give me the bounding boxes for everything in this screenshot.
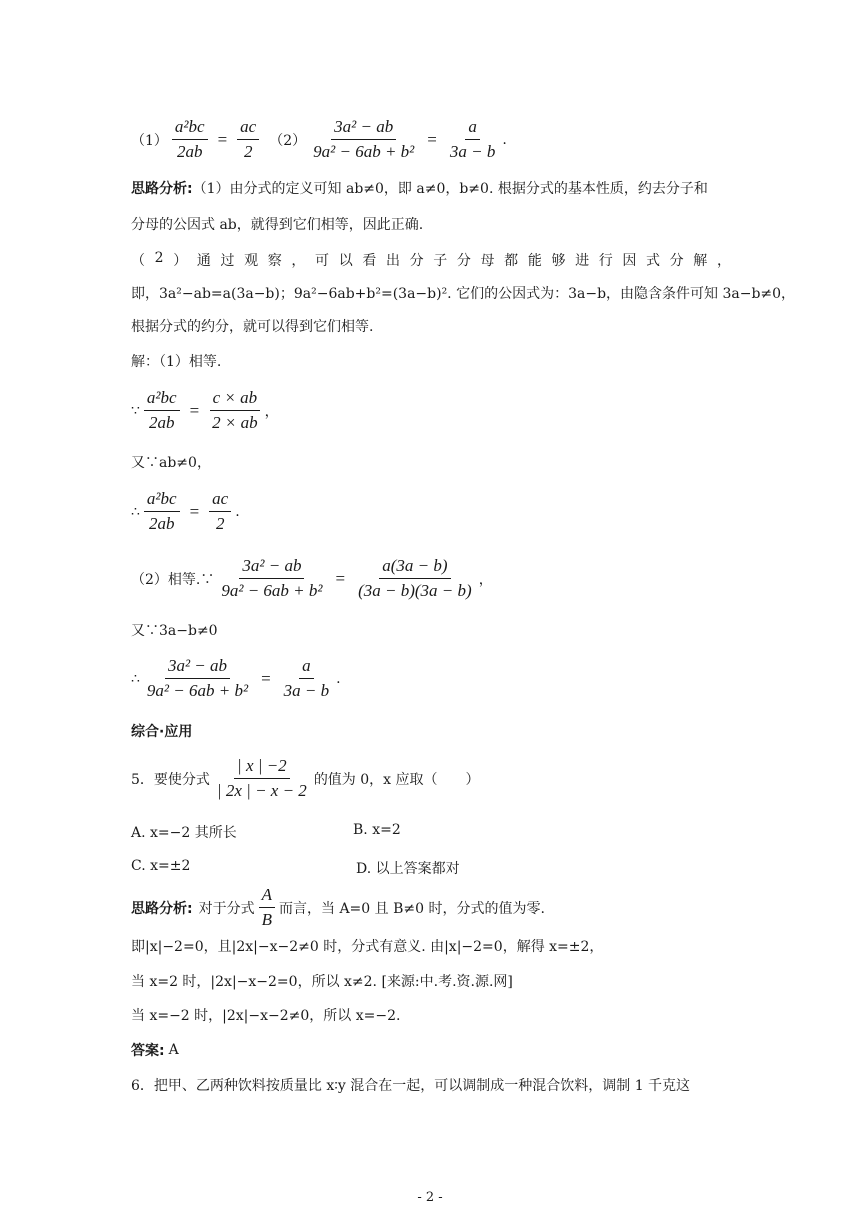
fraction: $\frac{\text{3a² − ab}}{\text{9a² − 6ab + b²}}$	[313, 117, 415, 161]
spread-char: 式	[646, 253, 661, 269]
question-5: 5．要使分式 $\frac{| x | -2}{| 2x | - x - 2}$ 的值为 0，x 应取（ ）	[131, 756, 480, 800]
analysis-line-4: 根据分式的约分，就可以得到它们相等.	[131, 319, 374, 335]
analysis-5-line-4: 当 x=−2 时，|2x|−x−2≠0，所以 x=−2.	[131, 1008, 401, 1024]
spread-char: 分	[409, 253, 424, 269]
spread-char: 可	[315, 253, 330, 269]
analysis-line-2: 分母的公因式 ab，就得到它们相等，因此正确.	[131, 217, 424, 233]
label-part1: （1）	[131, 132, 168, 149]
spread-char: （	[131, 253, 145, 269]
problem-equations: （1） $\frac{\text{a²bc}}{2ab}$ = $\frac{ac}{2}$ （2） $\frac{\text{3a² − ab}}{\text{9a² − 6ab + b²}}$ = $\frac{a}{3a - b}$ .	[131, 117, 507, 161]
also-line-2: 又∵3a−b≠0	[131, 623, 218, 639]
spread-char: 因	[622, 253, 637, 269]
spread-char: 分	[669, 253, 684, 269]
spread-char: 分	[456, 253, 471, 269]
solution-1-equation-2: ∴ $\frac{\text{a²bc}}{2ab}$ = $\frac{ac}{2}$ .	[131, 489, 240, 533]
analysis-5-line-1: 思路分析: 对于分式 $\frac{A}{B}$ 而言，当 A=0 且 B≠0 时，分式的值为零.	[131, 885, 545, 929]
analysis-line-1: 思路分析: （1）由分式的定义可知 ab≠0，即 a≠0，b≠0. 根据分式的基本性质，约去分子和	[131, 181, 708, 197]
analysis-5-line-3: 当 x=2 时，|2x|−x−2=0，所以 x≠2. [来源:中.考.资.源.网]	[131, 974, 513, 990]
question-6: 6．把甲、乙两种饮料按质量比 x∶y 混合在一起，可以调制成一种混合饮料，调制 1 千克这	[131, 1078, 691, 1094]
option-b: B. x=2	[353, 822, 401, 838]
spread-char: ）	[173, 253, 188, 269]
spread-char: 通	[196, 253, 211, 269]
spread-char: 母	[480, 253, 495, 269]
solution-1-equation-1: ∵ $\frac{\text{a²bc}}{2ab}$ = $\frac{c \times ab}{2 \times ab}$ ，	[131, 388, 279, 432]
option-a: A. x=−2 其所长	[131, 825, 237, 841]
spread-char: 出	[385, 253, 400, 269]
analysis-5-line-2: 即|x|−2=0，且|2x|−x−2≠0 时，分式有意义. 由|x|−2=0，解得 x=±2，	[131, 939, 604, 955]
answer-line: 答案: A	[131, 1042, 179, 1059]
spread-char: 观	[244, 253, 259, 269]
label-part2: （2）	[269, 132, 307, 149]
also-line-1: 又∵ab≠0，	[131, 455, 211, 471]
solution-2-equation-2: ∴ $\frac{\text{3a² − ab}}{\text{9a² − 6ab + b²}}$ = $\frac{a}{3a - b}$ .	[131, 656, 341, 700]
spread-char: 看	[362, 253, 377, 269]
option-d: D. 以上答案都对	[356, 861, 460, 877]
spread-char: 解	[693, 253, 708, 269]
page-number: - 2 -	[417, 1190, 443, 1205]
spread-char: 够	[551, 253, 566, 269]
spread-char: 过	[220, 253, 235, 269]
spread-char: 进	[575, 253, 590, 269]
spread-char: ，	[291, 253, 306, 269]
section-heading: 综合·应用	[131, 724, 193, 740]
solution-2-equation-1: （2）相等.∵ $\frac{\text{3a² − ab}}{\text{9a² − 6ab + b²}}$ = $\frac{a(3a - b)}{(3a - b)(3a - b)}$ ，	[131, 556, 493, 600]
spread-char: 都	[504, 253, 519, 269]
spread-char: 察	[267, 253, 282, 269]
spread-char: 行	[598, 253, 613, 269]
analysis-line-3: 即，3a²−ab=a(3a−b)；9a²−6ab+b²=(3a−b)². 它们的公因式为：3a−b，由隐含条件可知 3a−b≠0，	[131, 286, 796, 302]
analysis-spread-line	[131, 250, 731, 270]
spread-char: 以	[338, 253, 353, 269]
fraction: $\frac{ac}{2}$	[237, 117, 259, 162]
spread-char: ，	[716, 253, 731, 269]
option-c: C. x=±2	[131, 858, 191, 874]
fraction: $\frac{\text{a²bc}}{2ab}$	[172, 117, 208, 162]
spread-char: 2	[154, 250, 164, 266]
spread-char: 子	[433, 253, 448, 269]
solution-1-heading: 解：（1）相等.	[131, 354, 222, 370]
fraction: $\frac{a}{3a - b}$	[449, 117, 496, 161]
spread-char: 能	[527, 253, 542, 269]
